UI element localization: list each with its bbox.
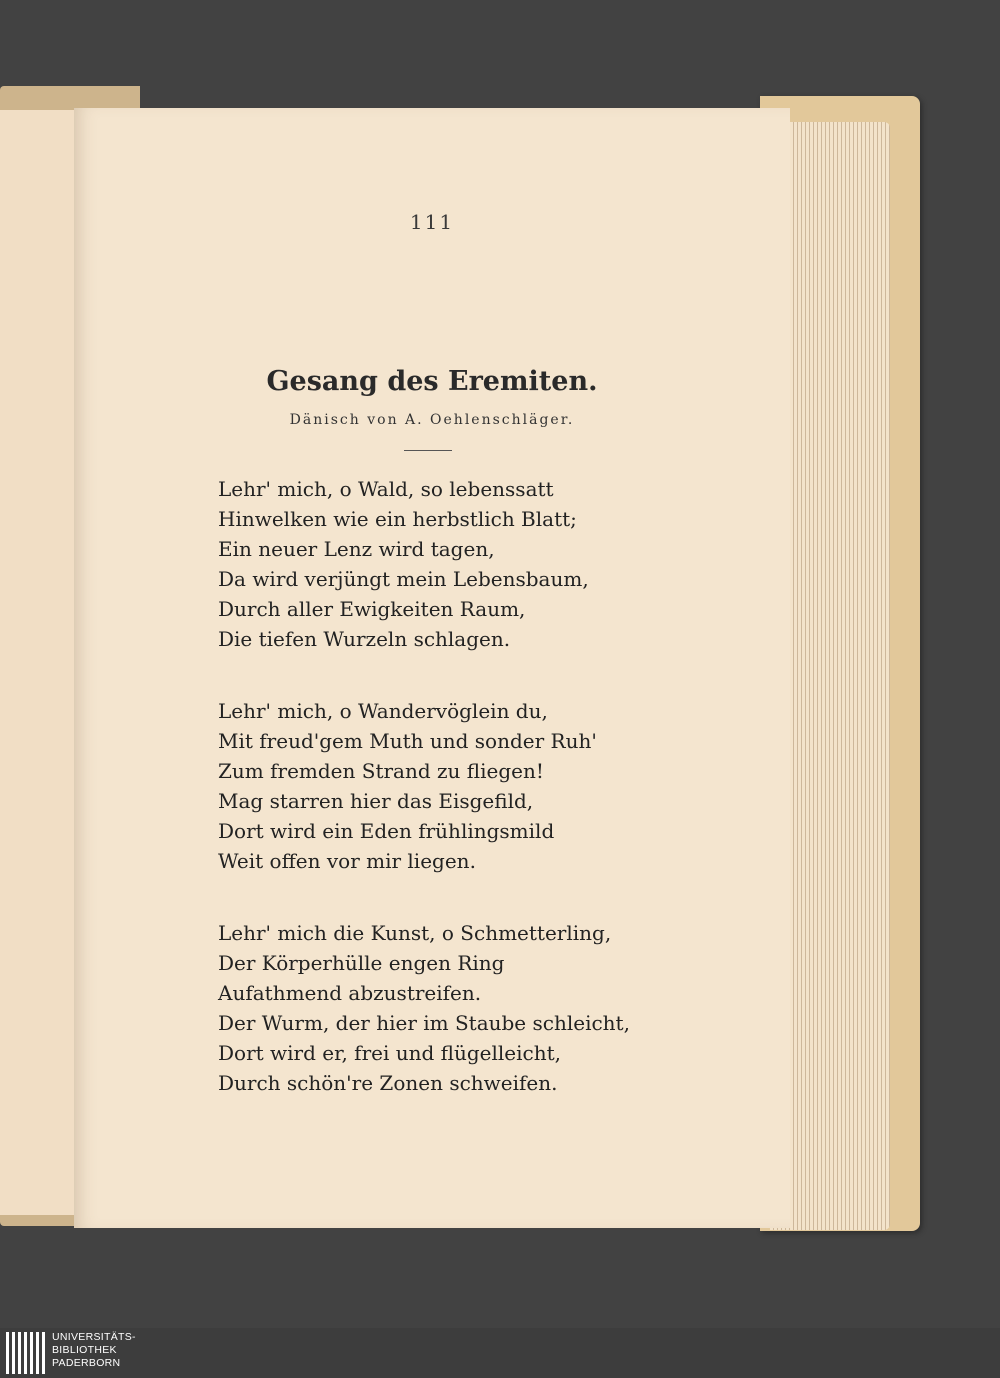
poem-line: Durch schön're Zonen schweifen. — [218, 1071, 558, 1095]
poem-line: Der Wurm, der hier im Staube schleicht, — [218, 1011, 630, 1035]
logo-line: UNIVERSITÄTS- — [52, 1331, 136, 1343]
stanza — [218, 696, 778, 876]
poem-line: Mit freud'gem Muth und sonder Ruh' — [218, 729, 597, 753]
book-page — [74, 108, 790, 1228]
logo-line: PADERBORN — [52, 1357, 121, 1369]
library-footer — [0, 1328, 1000, 1378]
poem-title: Gesang des Eremiten. — [266, 366, 598, 397]
poem-line: Dort wird ein Eden frühlingsmild — [218, 819, 555, 843]
page-number: 111 — [409, 210, 455, 234]
library-logo-text — [52, 1331, 136, 1370]
poem-line: Aufathmend abzustreifen. — [218, 981, 482, 1005]
poem-line: Die tiefen Wurzeln schlagen. — [218, 627, 511, 651]
poem-line: Lehr' mich die Kunst, o Schmetterling, — [218, 921, 612, 945]
stanza — [218, 474, 778, 654]
poem-body — [218, 474, 778, 1140]
title-divider — [404, 450, 452, 451]
logo-line: BIBLIOTHEK — [52, 1344, 117, 1356]
poem-line: Der Körperhülle engen Ring — [218, 951, 505, 975]
library-logo-icon — [6, 1332, 46, 1374]
poem-line: Ein neuer Lenz wird tagen, — [218, 537, 495, 561]
poem-line: Durch aller Ewigkeiten Raum, — [218, 597, 526, 621]
poem-line: Zum fremden Strand zu fliegen! — [218, 759, 544, 783]
left-page-edge — [0, 110, 81, 1215]
poem-line: Hinwelken wie ein herbstlich Blatt; — [218, 507, 577, 531]
poem-line: Lehr' mich, o Wald, so lebenssatt — [218, 477, 554, 501]
poem-line: Mag starren hier das Eisgefild, — [218, 789, 534, 813]
stanza — [218, 918, 778, 1098]
poem-line: Dort wird er, frei und flügelleicht, — [218, 1041, 562, 1065]
poem-line: Weit offen vor mir liegen. — [218, 849, 476, 873]
poem-line: Lehr' mich, o Wandervöglein du, — [218, 699, 548, 723]
poem-line: Da wird verjüngt mein Lebensbaum, — [218, 567, 589, 591]
poem-subtitle: Dänisch von A. Oehlenschläger. — [289, 412, 575, 428]
